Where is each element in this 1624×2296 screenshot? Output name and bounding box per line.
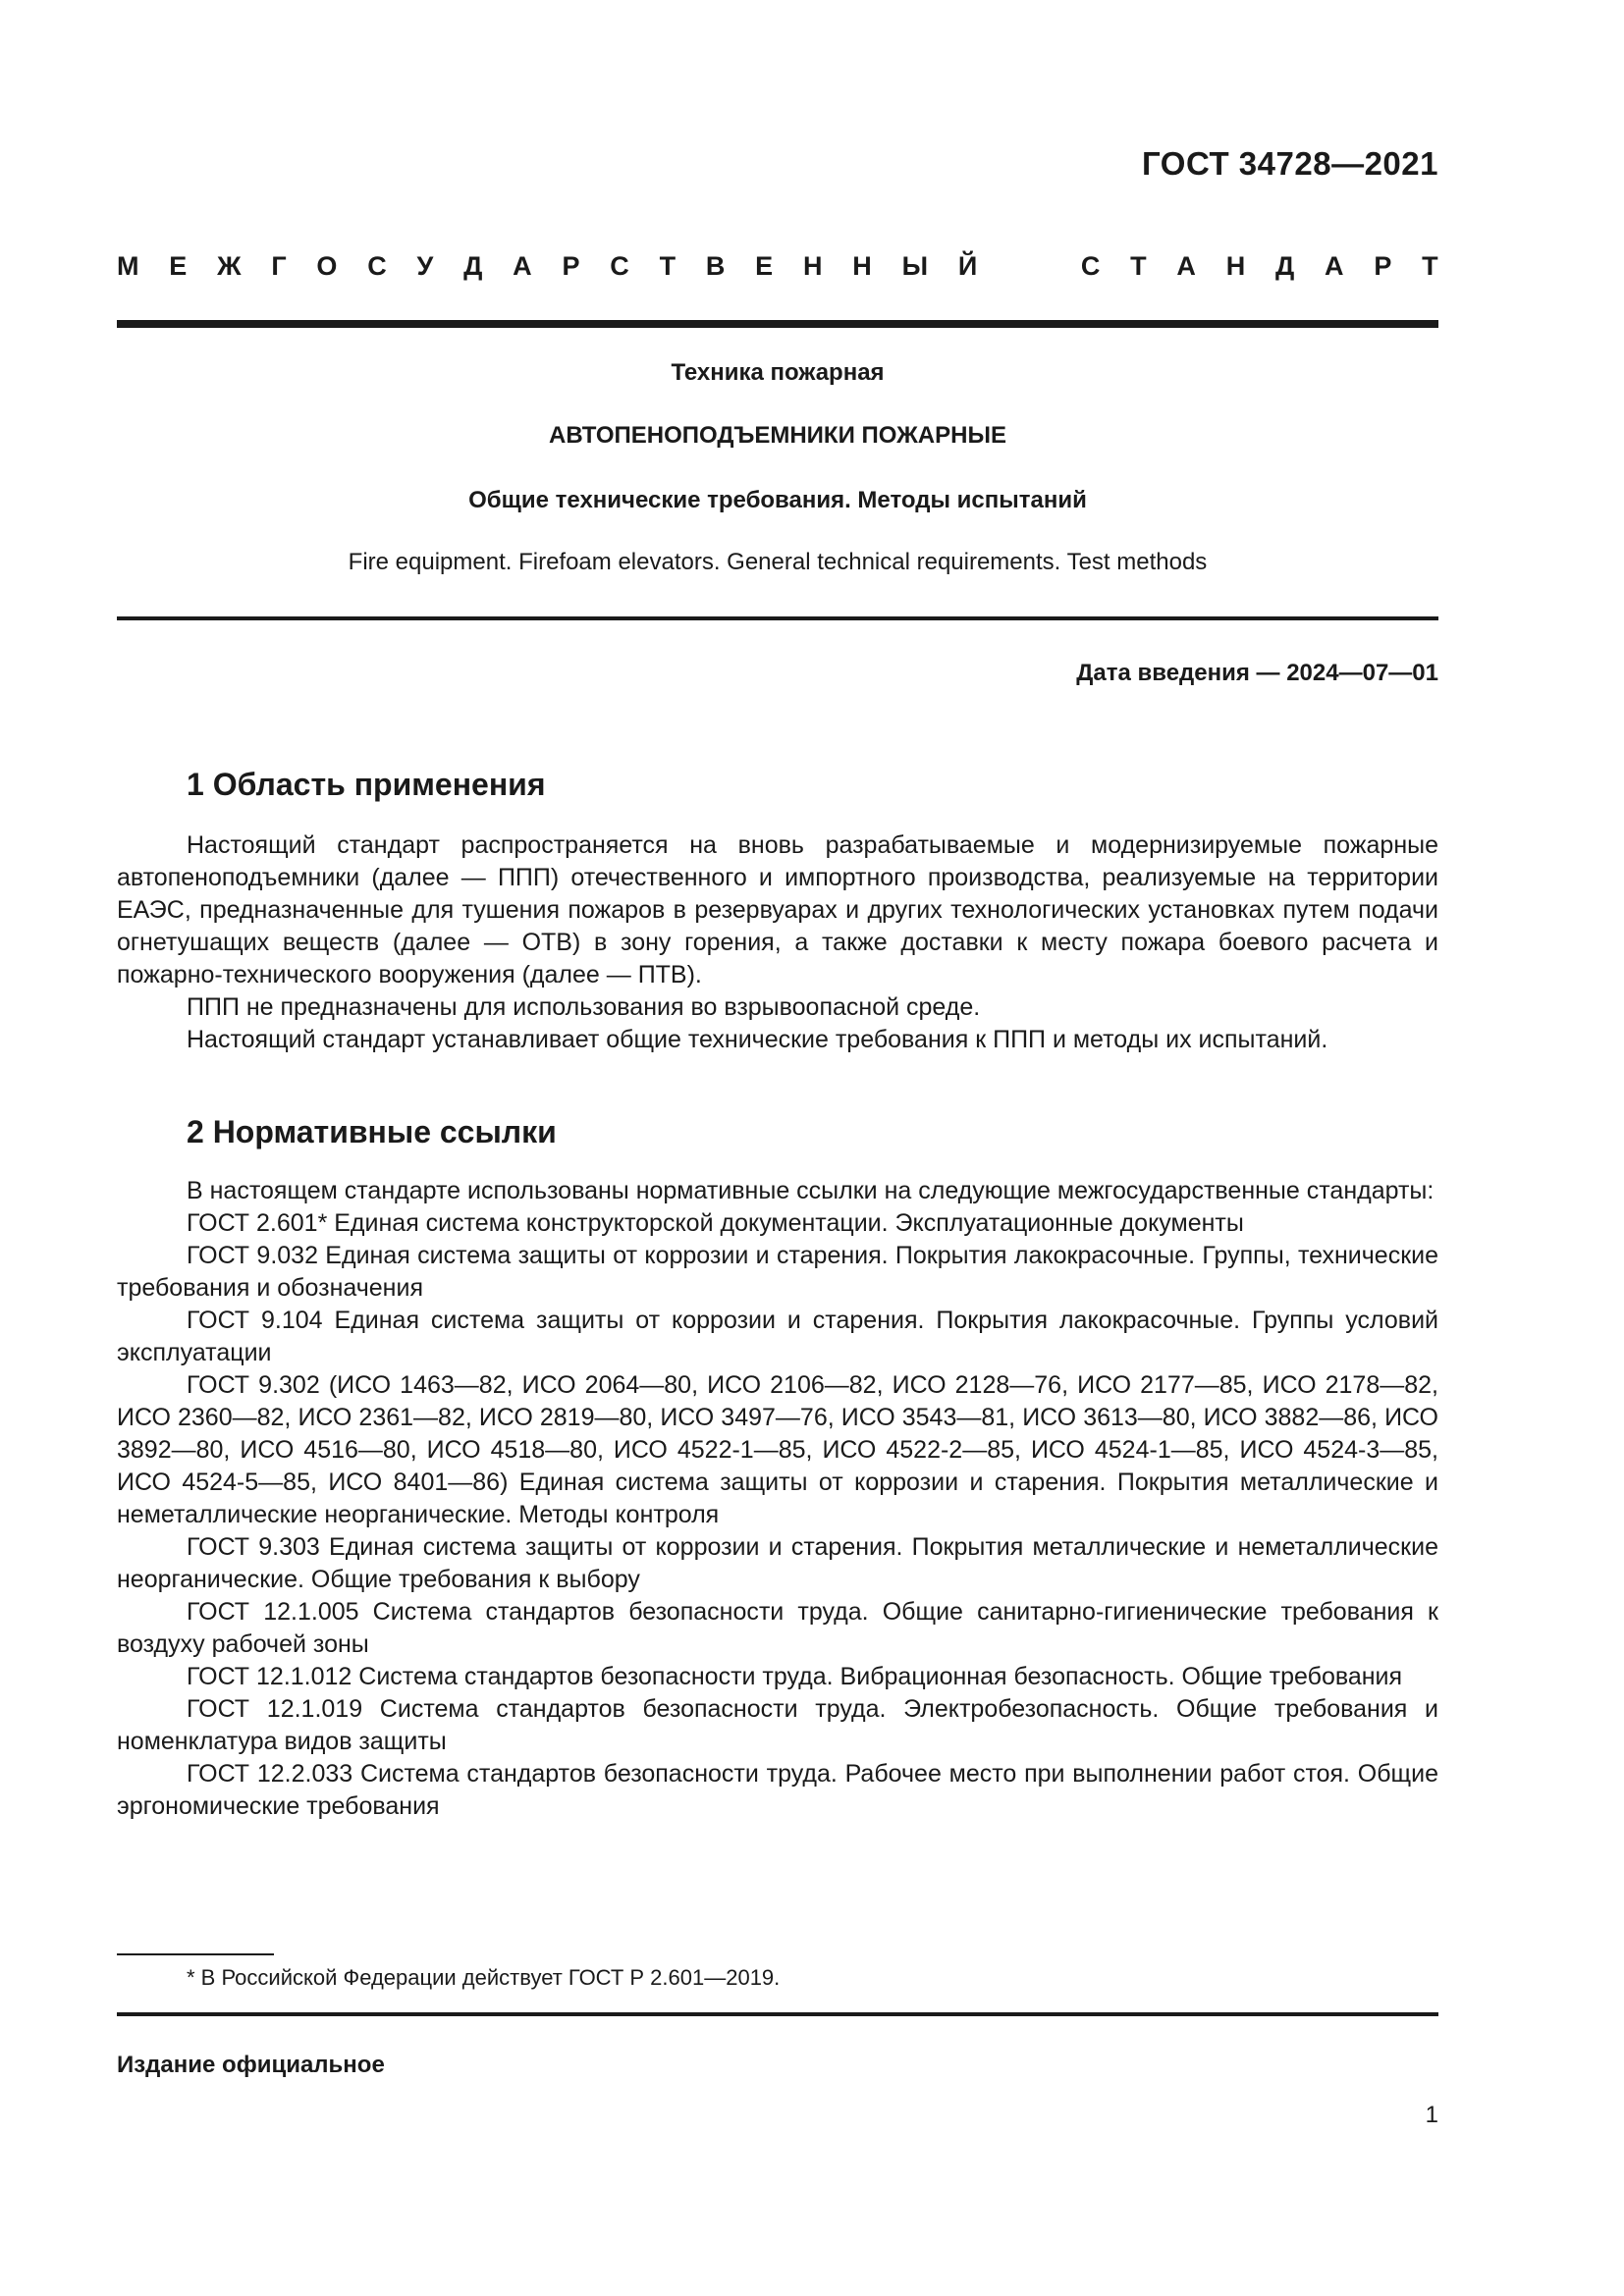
section-2-body (117, 1175, 1438, 1823)
standard-type-letter: Й (957, 251, 978, 281)
standard-type-letter: А (1176, 251, 1196, 281)
footer-rule (117, 2012, 1438, 2016)
reference-item: ГОСТ 12.1.005 Система стандартов безопасности труда. Общие санитарно-гигиенические требования к воздуху рабочей зоны (117, 1598, 1438, 1658)
reference-item: ГОСТ 9.302 (ИСО 1463—82, ИСО 2064—80, ИСО 2106—82, ИСО 2128—76, ИСО 2177—85, ИСО 2178—82, ИСО 2360—82, ИСО 2361—82, ИСО 2819—80, ИСО 3497—76, ИСО 3543—81, ИСО 3613—80, ИСО 3882—86, ИСО 3892—80, ИСО 4516—80, ИСО 4518—80, ИСО 4522-1—85, ИСО 4522-2—85, ИСО 4524-1—85, ИСО 4524-3—85, ИСО 4524-5—85, ИСО 8401—86) Единая система защиты от коррозии и старения. Покрытия металлические и неметаллические неорганические. Методы контроля (117, 1371, 1438, 1528)
reference-item: ГОСТ 12.1.019 Система стандартов безопасности труда. Электробезопасность. Общие требования и номенклатура видов защиты (117, 1695, 1438, 1755)
standard-type-letter: М (117, 251, 139, 281)
section-1-body (117, 829, 1438, 1056)
standard-type-letter: Т (659, 251, 677, 281)
standard-type-letter: Н (852, 251, 872, 281)
edition-label: Издание официальное (117, 2052, 385, 2078)
standard-type-letter: Т (1130, 251, 1147, 281)
standard-type-letter: С (610, 251, 629, 281)
footnote: * В Российской Федерации действует ГОСТ Р 2.601—2019. (187, 1965, 781, 1990)
reference-item: ГОСТ 9.303 Единая система защиты от коррозии и старения. Покрытия металлические и неметаллические неорганические. Общие требования к выбору (117, 1533, 1438, 1593)
reference-item: ГОСТ 2.601* Единая система конструкторской документации. Эксплуатационные документы (187, 1209, 1244, 1237)
footnote-separator (117, 1953, 274, 1955)
standard-type-letter: Н (802, 251, 823, 281)
standard-type-letter: В (705, 251, 726, 281)
title-rule (117, 616, 1438, 620)
standard-type-letter: Г (271, 251, 287, 281)
standard-type-letter: Д (463, 251, 483, 281)
standard-type-letter: Ж (217, 251, 242, 281)
paragraph: Настоящий стандарт устанавливает общие технические требования к ППП и методы их испытаний. (187, 1026, 1328, 1053)
title-subtitle: Общие технические требования. Методы испытаний (468, 487, 1087, 513)
standard-type-label (117, 251, 1438, 281)
standard-type-letter: Т (1422, 251, 1438, 281)
title-category: Техника пожарная (671, 359, 885, 386)
standard-type-letter: А (513, 251, 532, 281)
standard-type-letter: У (416, 251, 434, 281)
standard-type-letter: Е (755, 251, 774, 281)
paragraph: ППП не предназначены для использования во взрывоопасной среде. (187, 993, 981, 1021)
header-rule (117, 320, 1438, 328)
paragraph: В настоящем стандарте использованы нормативные ссылки на следующие межгосударственные стандарты: (187, 1177, 1435, 1204)
title-english: Fire equipment. Firefoam elevators. General technical requirements. Test methods (348, 549, 1208, 575)
paragraph: Настоящий стандарт распространяется на вновь разрабатываемые и модернизируемые пожарные автопеноподъемники (далее — ППП) отечественного и импортного производства, реализуемые на территории ЕАЭС, предназначенные для тушения пожаров в резервуарах и других технологических установках путем подачи огнетушащих веществ (далее — ОТВ) в зону горения, а также доставки к месту пожара боевого расчета и пожарно-технического вооружения (далее — ПТВ). (117, 831, 1438, 988)
reference-item: ГОСТ 12.1.012 Система стандартов безопасности труда. Вибрационная безопасность. Общие требования (187, 1663, 1403, 1690)
standard-type-letter: Е (169, 251, 188, 281)
standard-type-letter: Н (1225, 251, 1246, 281)
standard-type-letter: Д (1275, 251, 1295, 281)
section-1-heading: 1 Область применения (187, 767, 546, 802)
introduction-date: Дата введения — 2024—07—01 (1076, 660, 1438, 686)
reference-item: ГОСТ 12.2.033 Система стандартов безопасности труда. Рабочее место при выполнении работ стоя. Общие эргономические требования (117, 1760, 1438, 1820)
standard-type-letter: А (1325, 251, 1344, 281)
page-number: 1 (1425, 2102, 1438, 2128)
standard-type-letter: С (367, 251, 387, 281)
standard-type-letter: Р (1374, 251, 1392, 281)
reference-item: ГОСТ 9.104 Единая система защиты от коррозии и старения. Покрытия лакокрасочные. Группы условий эксплуатации (117, 1307, 1438, 1366)
word-gap (1007, 251, 1051, 281)
standard-type-letter: Ы (901, 251, 929, 281)
standard-type-letter: С (1080, 251, 1101, 281)
title-name: АВТОПЕНОПОДЪЕМНИКИ ПОЖАРНЫЕ (549, 422, 1006, 449)
section-2-heading: 2 Нормативные ссылки (187, 1114, 557, 1149)
standard-type-letter: О (316, 251, 338, 281)
document-number: ГОСТ 34728—2021 (1142, 145, 1438, 182)
reference-item: ГОСТ 9.032 Единая система защиты от коррозии и старения. Покрытия лакокрасочные. Группы, технические требования и обозначения (117, 1242, 1438, 1302)
standard-type-letter: Р (562, 251, 580, 281)
